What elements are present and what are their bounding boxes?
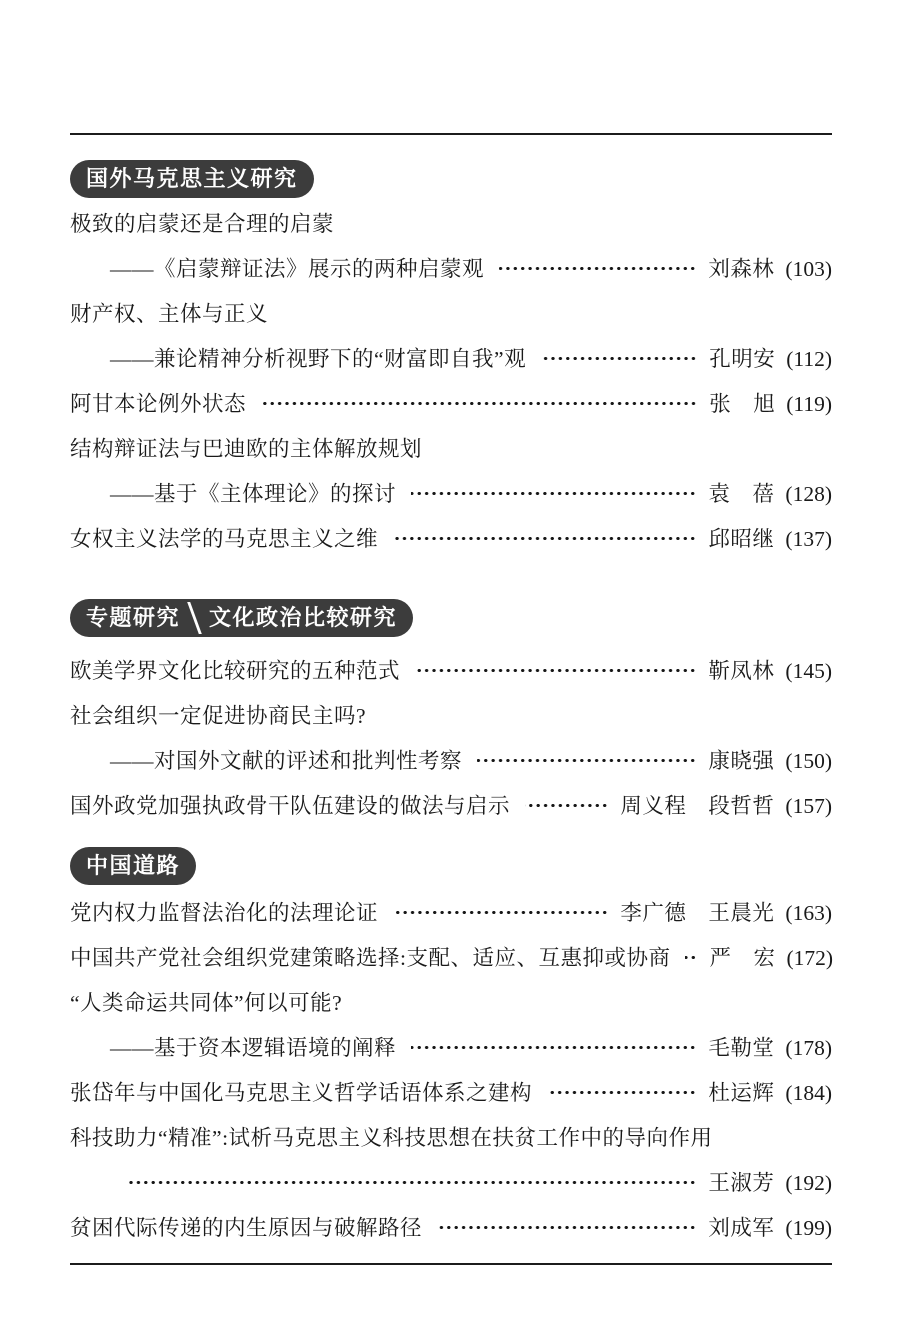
toc-entry-row (70, 891, 832, 936)
section-entries (70, 649, 832, 829)
entry-author: 王淑芳 (708, 1171, 775, 1195)
entry-page-number: (128) (785, 482, 832, 506)
entry-author: 孔明安 (709, 347, 776, 371)
toc-entry-row (70, 784, 832, 829)
entry-page-number: (178) (785, 1036, 832, 1060)
badge-slash-divider-icon (187, 602, 202, 634)
entry-title: 贫困代际传递的内生原因与破解路径 (70, 1216, 423, 1240)
entry-title: 结构辩证法与巴迪欧的主体解放规划 (70, 437, 423, 461)
section-badge-label: 中国道路 (86, 853, 181, 878)
toc-entry-row (70, 427, 832, 472)
entry-page-number: (172) (786, 946, 834, 970)
toc-entry-row (70, 739, 832, 784)
dot-leader (499, 267, 696, 270)
section-entries (70, 891, 832, 1251)
dot-leader (437, 1226, 696, 1229)
entry-author: 李广德 王晨光 (620, 901, 775, 925)
entry-page-number: (184) (785, 1081, 832, 1105)
section-badge-row (70, 847, 832, 885)
entry-title: 财产权、主体与正义 (70, 302, 269, 326)
entry-page-number: (157) (785, 794, 832, 818)
section-badge (70, 847, 196, 885)
toc-entry-row (70, 1071, 832, 1116)
toc-entry-row (70, 649, 832, 694)
entry-author: 张 旭 (709, 392, 776, 416)
dot-leader (261, 402, 697, 405)
entry-title: 张岱年与中国化马克思主义哲学话语体系之建构 (70, 1081, 533, 1105)
section-badge-label: 国外马克思主义研究 (86, 166, 298, 191)
section-badge-row (70, 599, 832, 637)
entry-title: 欧美学界文化比较研究的五种范式 (70, 659, 401, 683)
entry-title: 国外政党加强执政骨干队伍建设的做法与启示 (70, 794, 511, 818)
entry-author: 周义程 段哲哲 (620, 794, 775, 818)
dot-leader (411, 492, 696, 495)
toc-entry-row (70, 382, 832, 427)
toc-entry-row (70, 1161, 832, 1206)
toc-entry-row (70, 1116, 832, 1161)
entry-author: 袁 蓓 (708, 482, 775, 506)
section-badge-label: 文化政治比较研究 (209, 605, 398, 630)
section-entries (70, 202, 832, 562)
entry-title: 女权主义法学的马克思主义之维 (70, 527, 379, 551)
dot-leader (415, 669, 696, 672)
top-rule (70, 133, 832, 135)
entry-page-number: (192) (785, 1171, 832, 1195)
entry-author: 康晓强 (708, 749, 775, 773)
entry-author: 严 宏 (709, 946, 776, 970)
section-badge (70, 599, 413, 637)
toc-section (70, 160, 832, 562)
section-badge (70, 160, 314, 198)
entry-page-number: (103) (785, 257, 832, 281)
entry-title: ——兼论精神分析视野下的“财富即自我”观 (110, 347, 527, 371)
entry-author: 邱昭继 (708, 527, 775, 551)
entry-page-number: (163) (785, 901, 832, 925)
dot-leader (393, 911, 608, 914)
section-badge-label: 专题研究 (86, 605, 181, 630)
toc-section (70, 599, 832, 829)
entry-author: 毛勒堂 (708, 1036, 775, 1060)
toc-entry-row (70, 981, 832, 1026)
entry-title: 党内权力监督法治化的法理论证 (70, 901, 379, 925)
entry-title: 极致的启蒙还是合理的启蒙 (70, 212, 335, 236)
section-badge-row (70, 160, 832, 198)
dot-leader (547, 1091, 696, 1094)
dot-leader (411, 1046, 696, 1049)
entry-title: 社会组织一定促进协商民主吗? (70, 704, 367, 728)
toc-entry-row (70, 292, 832, 337)
entry-title: ——基于《主体理论》的探讨 (110, 482, 397, 506)
entry-title: “人类命运共同体”何以可能? (70, 991, 343, 1015)
toc-entry-row (70, 694, 832, 739)
dot-leader (525, 804, 608, 807)
toc-section (70, 847, 832, 1251)
entry-title: ——基于资本逻辑语境的阐释 (110, 1036, 397, 1060)
entry-author: 杜运辉 (708, 1081, 775, 1105)
dot-leader (477, 759, 696, 762)
entry-title: ——《启蒙辩证法》展示的两种启蒙观 (110, 257, 485, 281)
toc-entry-row (70, 1206, 832, 1251)
toc-entry-row (70, 337, 832, 382)
toc-entry-row (70, 936, 832, 981)
dot-leader (129, 1181, 696, 1184)
entry-author: 刘森林 (708, 257, 775, 281)
entry-title: 科技助力“精准”:试析马克思主义科技思想在扶贫工作中的导向作用 (70, 1126, 713, 1150)
toc-entry-row (70, 202, 832, 247)
entry-page-number: (137) (785, 527, 832, 551)
entry-page-number: (199) (785, 1216, 832, 1240)
toc-entry-row (70, 247, 832, 292)
entry-page-number: (112) (786, 347, 832, 371)
entry-title: 阿甘本论例外状态 (70, 392, 247, 416)
dot-leader (541, 357, 697, 360)
entry-page-number: (145) (785, 659, 832, 683)
entry-title: 中国共产党社会组织党建策略选择:支配、适应、互惠抑或协商 (70, 946, 671, 970)
entry-author: 靳凤林 (708, 659, 775, 683)
entry-author: 刘成军 (708, 1216, 775, 1240)
toc-entry-row (70, 472, 832, 517)
toc-entry-row (70, 517, 832, 562)
dot-leader (393, 537, 696, 540)
entry-page-number: (119) (786, 392, 832, 416)
entry-page-number: (150) (785, 749, 832, 773)
toc-entry-row (70, 1026, 832, 1071)
dot-leader (685, 956, 697, 959)
toc-content (70, 160, 832, 1251)
bottom-rule (70, 1263, 832, 1265)
entry-title: ——对国外文献的评述和批判性考察 (110, 749, 463, 773)
